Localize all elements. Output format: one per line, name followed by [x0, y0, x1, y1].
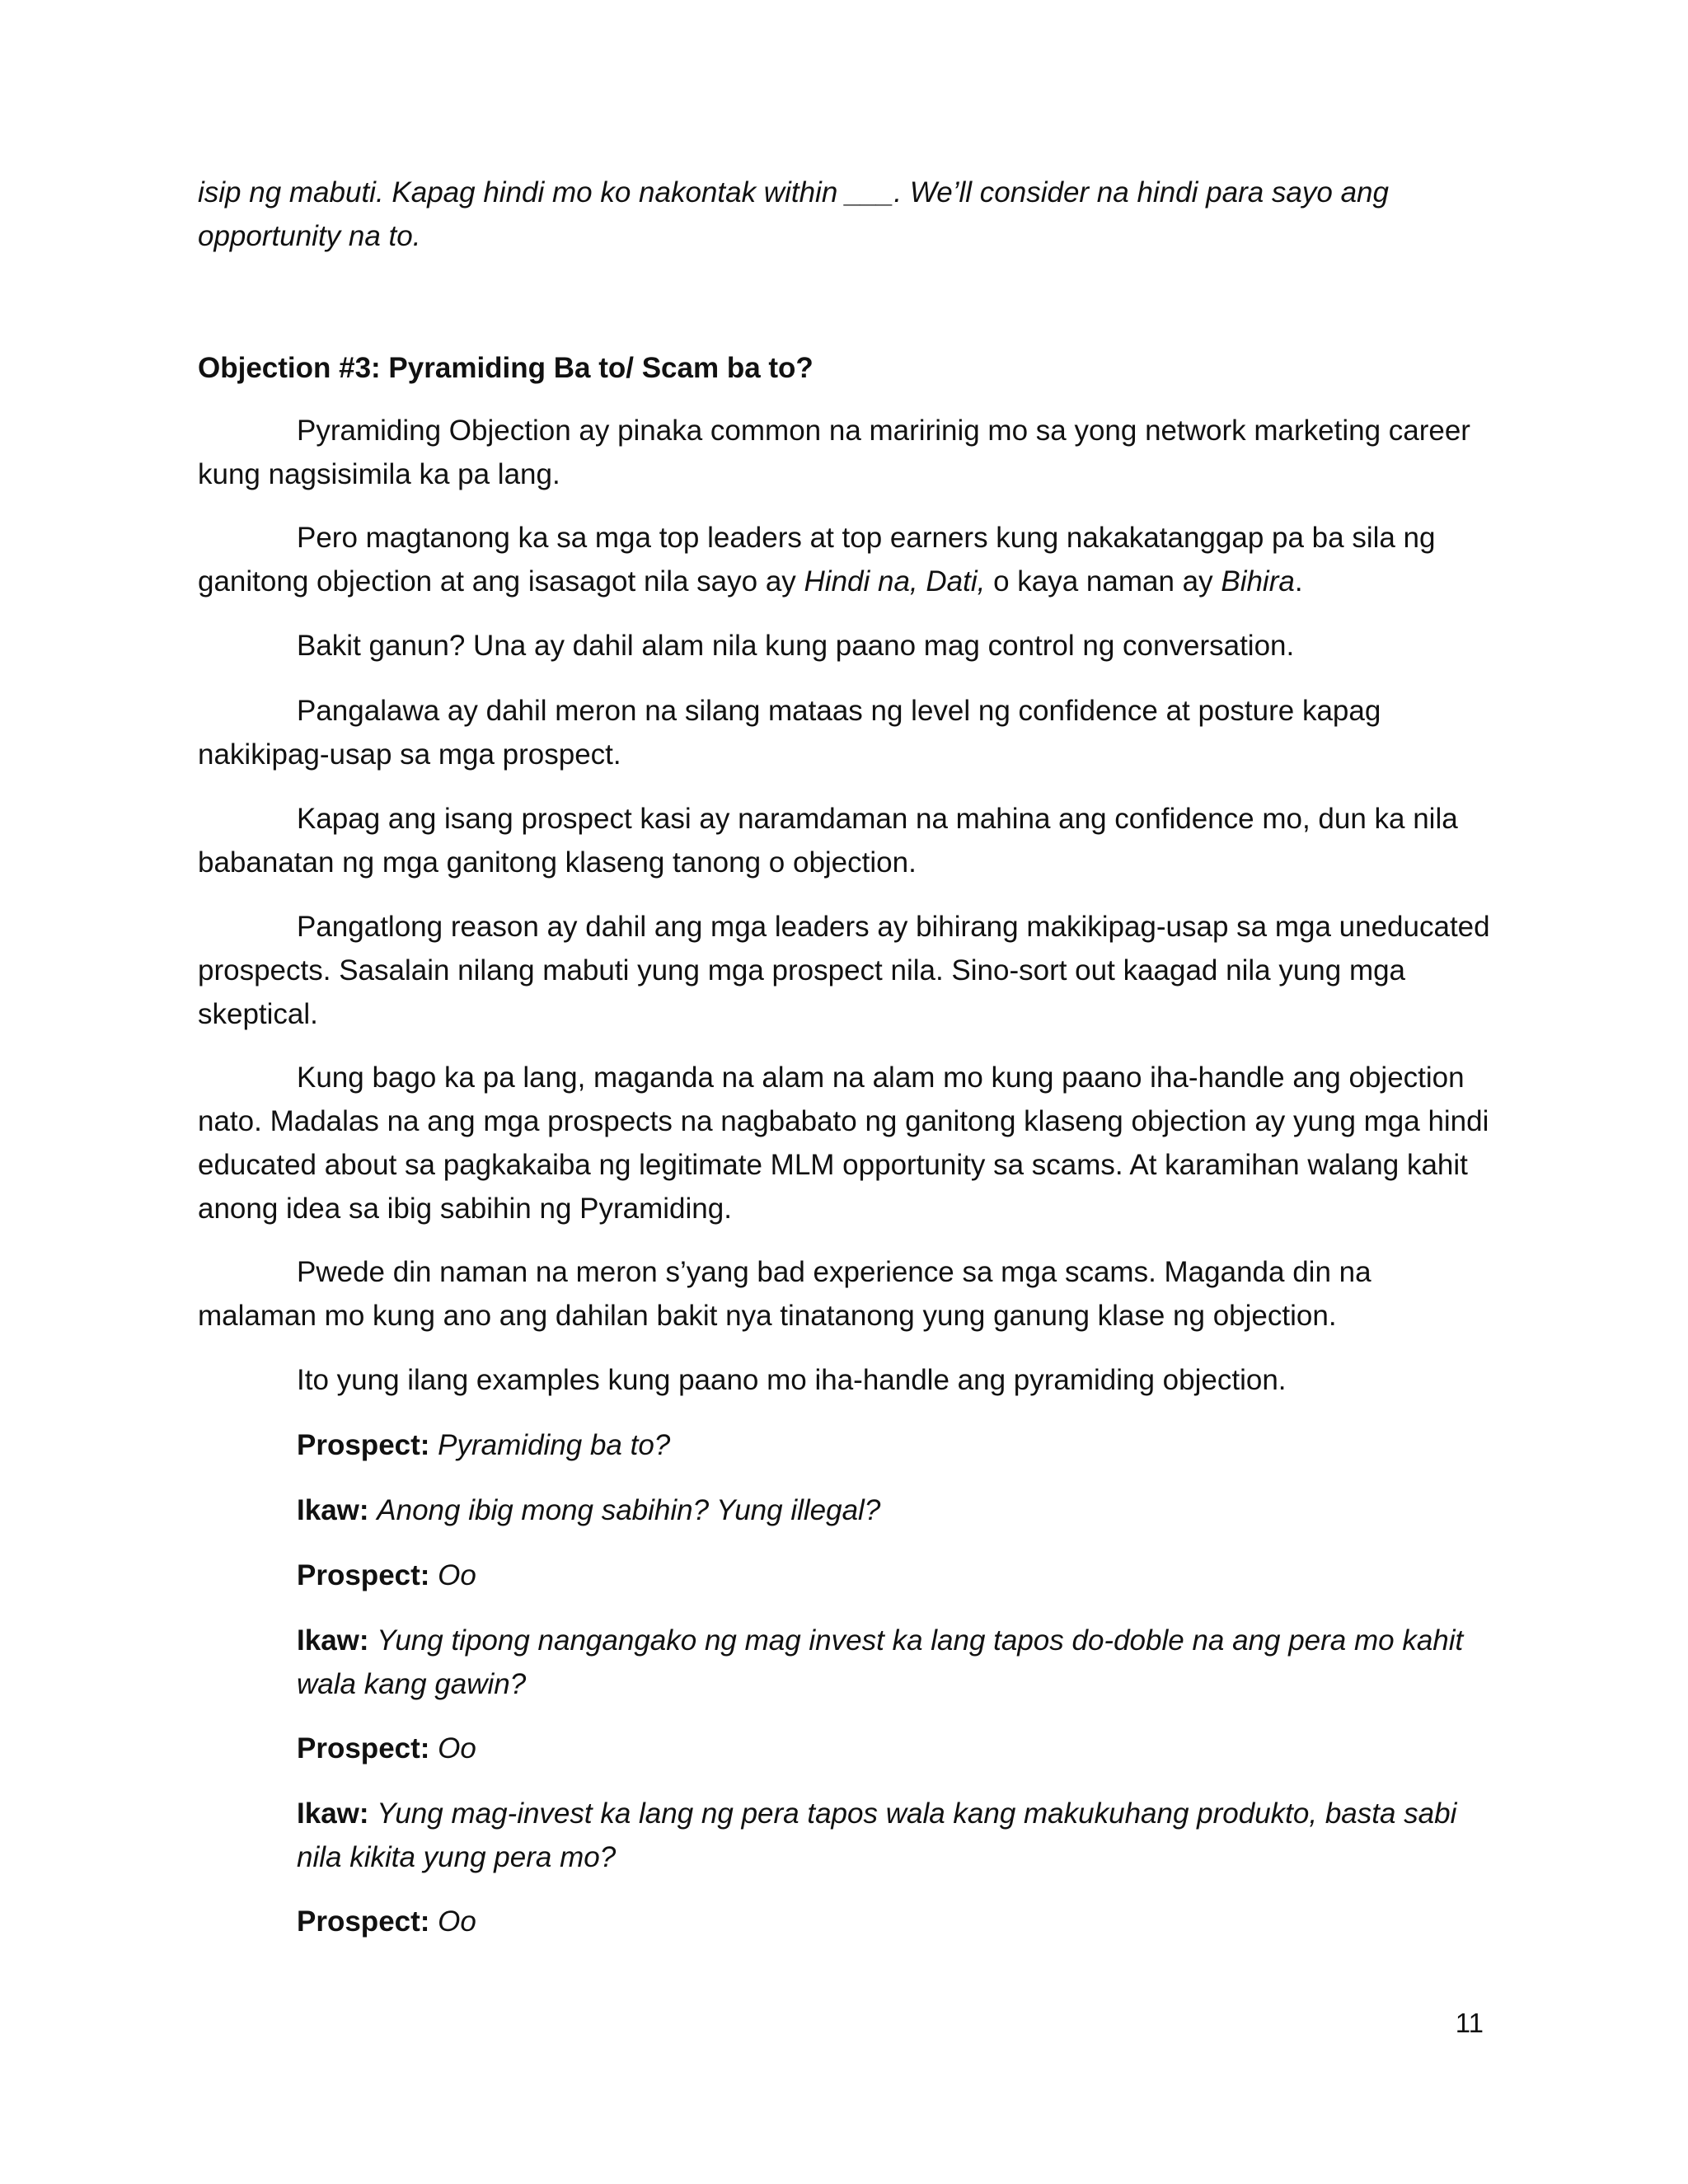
dialogue-text: Pyramiding ba to?: [438, 1429, 671, 1461]
intro-text-2: . We’ll consider na hindi para sayo ang opportunity na to.: [198, 176, 1389, 252]
intro-paragraph: [198, 171, 1492, 258]
paragraph-4: Pangalawa ay dahil meron na silang mataas ng level ng confidence at posture kapag nakikipag-usap sa mga prospect.: [198, 695, 1381, 771]
dialogue-line: [297, 1792, 1492, 1879]
dialogue-speaker: Prospect:: [297, 1905, 430, 1938]
dialogue-text: Oo: [438, 1732, 476, 1765]
paragraph-2: [198, 516, 1492, 603]
paragraph-2-text-3: .: [1294, 565, 1303, 598]
paragraph-1: Pyramiding Objection ay pinaka common na maririnig mo sa yong network marketing career kung nagsisimila ka pa lang.: [198, 415, 1470, 490]
paragraph-2-text-1: Pero magtanong ka sa mga top leaders at top earners kung nakakatanggap pa ba sila ng ganitong objection at ang isasagot nila sayo ay: [198, 522, 1436, 598]
paragraph-6: Pangatlong reason ay dahil ang mga leaders ay bihirang makikipag-usap sa mga uneducated prospects. Sasalain nilang mabuti yung mga prospect nila. Sino-sort out kaagad nila yung mga skeptical.: [198, 911, 1490, 1030]
dialogue-speaker: Prospect:: [297, 1429, 430, 1461]
section-heading: Objection #3: Pyramiding Ba to/ Scam ba to?: [198, 352, 814, 384]
dialogue-speaker: Prospect:: [297, 1559, 430, 1591]
dialogue-line: [297, 1423, 1492, 1467]
dialogue-speaker: Ikaw:: [297, 1797, 369, 1830]
dialogue-speaker: Prospect:: [297, 1732, 430, 1765]
dialogue-line: [297, 1900, 1492, 1943]
paragraph-2-emphasis-1: Hindi na, Dati,: [804, 565, 986, 598]
paragraph-5: Kapag ang isang prospect kasi ay naramdaman na mahina ang confidence mo, dun ka nila babanatan ng mga ganitong klaseng tanong o objection.: [198, 803, 1458, 879]
paragraph-9: Ito yung ilang examples kung paano mo iha-handle ang pyramiding objection.: [297, 1364, 1287, 1396]
dialogue-text: Oo: [438, 1905, 476, 1938]
intro-text-1: isip ng mabuti. Kapag hindi mo ko nakontak within: [198, 176, 846, 209]
dialogue-speaker: Ikaw:: [297, 1624, 369, 1657]
paragraph-2-text-2: o kaya naman ay: [985, 565, 1221, 598]
dialogue-speaker: Ikaw:: [297, 1494, 369, 1526]
dialogue-text: Yung mag-invest ka lang ng pera tapos wala kang makukuhang produkto, basta sabi nila kikita yung pera mo?: [297, 1797, 1457, 1873]
intro-blank: ___: [846, 176, 894, 209]
paragraph-7: Kung bago ka pa lang, maganda na alam na alam mo kung paano iha-handle ang objection nato. Madalas na ang mga prospects na nagbabato ng ganitong klaseng objection ay yung mga hindi educated about sa pagkakaiba ng legitimate MLM opportunity sa scams. At karamihan walang kahit anong idea sa ibig sabihin ng Pyramiding.: [198, 1062, 1489, 1225]
dialogue-text: Oo: [438, 1559, 476, 1591]
dialogue-line: [297, 1619, 1492, 1706]
dialogue-line: [297, 1727, 1492, 1770]
dialogue-text: Yung tipong nangangako ng mag invest ka lang tapos do-doble na ang pera mo kahit wala kang gawin?: [297, 1624, 1464, 1700]
page-number: 11: [1455, 2008, 1484, 2038]
paragraph-3: Bakit ganun? Una ay dahil alam nila kung paano mag control ng conversation.: [297, 630, 1295, 662]
dialogue-line: [297, 1488, 1492, 1532]
dialogue-line: [297, 1554, 1492, 1597]
paragraph-8: Pwede din naman na meron s’yang bad experience sa mga scams. Maganda din na malaman mo kung ano ang dahilan bakit nya tinatanong yung ganung klase ng objection.: [198, 1256, 1372, 1332]
paragraph-2-emphasis-2: Bihira: [1221, 565, 1295, 598]
dialogue-text: Anong ibig mong sabihin? Yung illegal?: [377, 1494, 881, 1526]
